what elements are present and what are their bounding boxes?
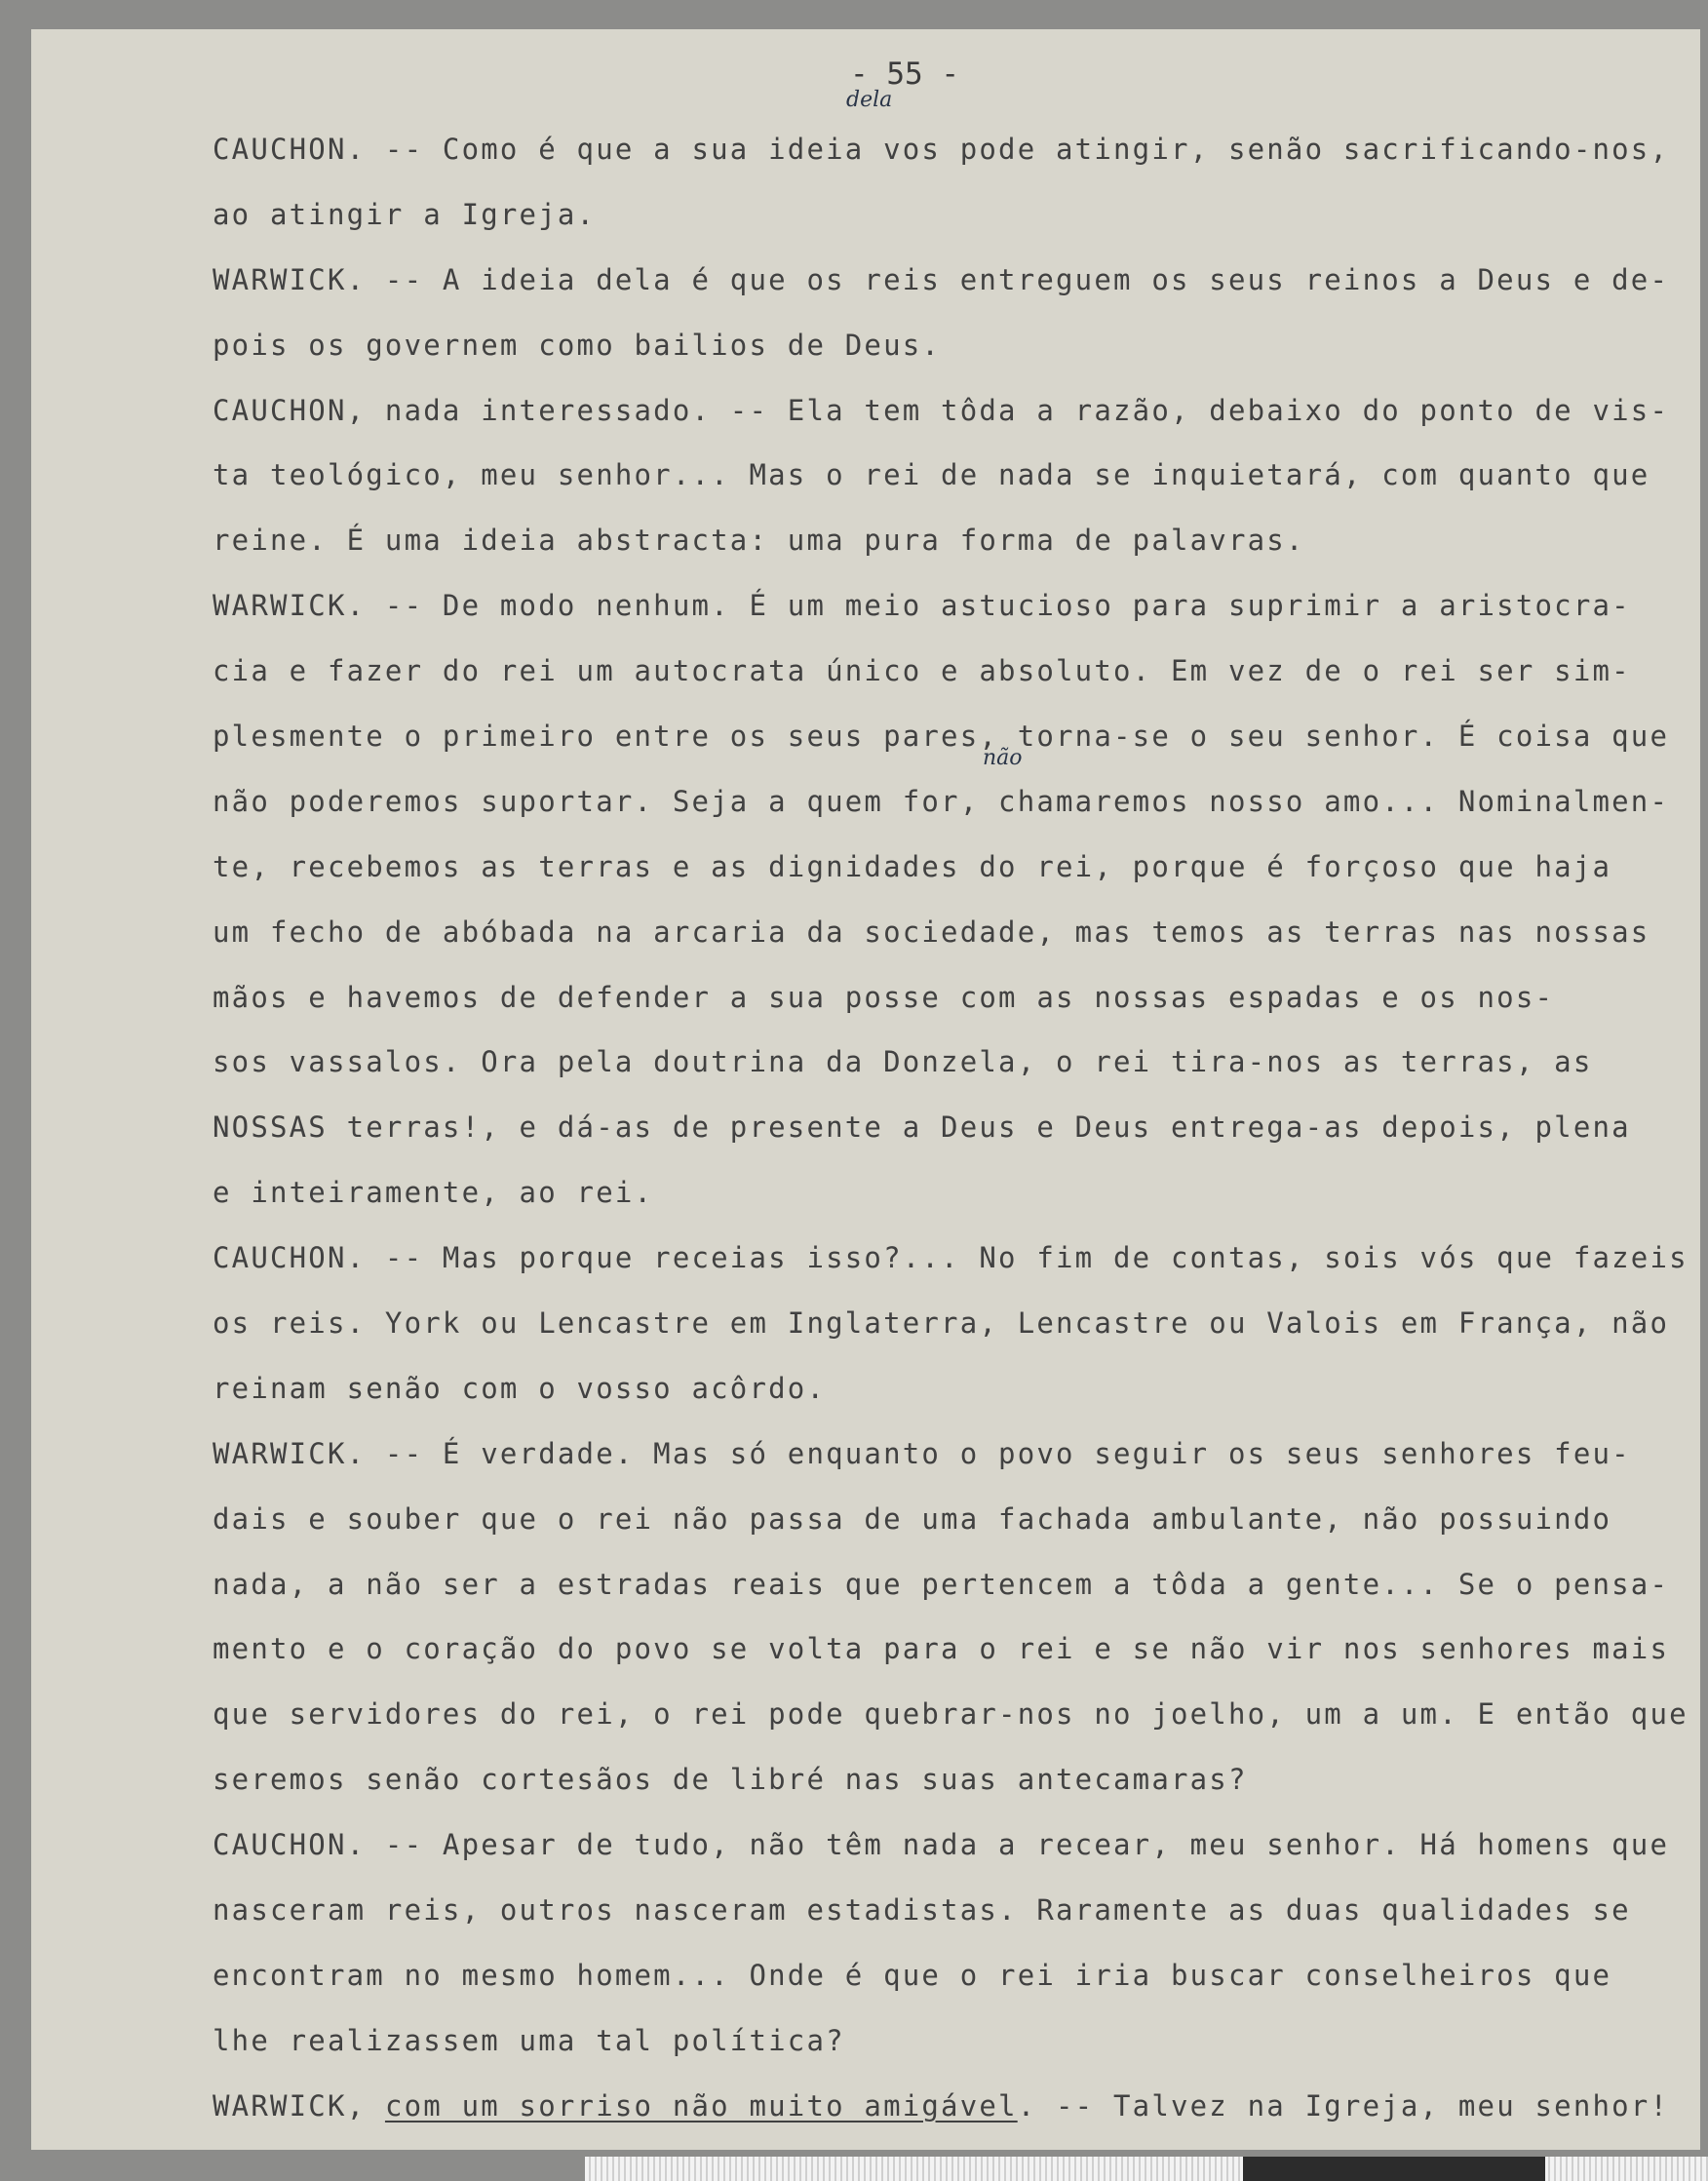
handwritten-note-nao: não <box>983 746 1023 770</box>
text-line-16: NOSSAS terras!, e dá-as de presente a Deus e Deus entrega-as depois, plena <box>213 1110 1631 1145</box>
text-line-9: cia e fazer do rei um autocrata único e absoluto. Em vez de o rei ser sim- <box>213 654 1631 688</box>
typescript-body <box>213 117 1694 2139</box>
text-line-24: mento e o coração do povo se volta para o rei e se não vir nos senhores mais <box>213 1632 1670 1666</box>
text-line-28: nasceram reis, outros nasceram estadistas. Raramente as duas qualidades se <box>213 1893 1631 1928</box>
text-line-22: dais e souber que o rei não passa de uma fachada ambulante, não possuindo <box>213 1501 1612 1536</box>
text-line-25: que servidores do rei, o rei pode quebrar-nos no joelho, um a um. E então que <box>213 1697 1689 1732</box>
text-line-21: WARWICK. -- É verdade. Mas só enquanto o povo seguir os seus senhores feu- <box>213 1436 1631 1470</box>
text-line-13: um fecho de abóbada na arcaria da sociedade, mas temos as terras nas nossas <box>213 915 1650 949</box>
text-line-30: lhe realizassem uma tal política? <box>213 2023 845 2057</box>
text-line-5: CAUCHON, nada interessado. -- Ela tem tôda a razão, debaixo do ponto de vis- <box>213 393 1670 427</box>
text-line-29: encontram no mesmo homem... Onde é que o rei iria buscar conselheiros que <box>213 1958 1612 1992</box>
dialogue-text: . -- Talvez na Igreja, meu senhor! <box>1017 2088 1670 2123</box>
speaker-name: WARWICK, <box>213 2088 385 2123</box>
text-line-11: não poderemos suportar. Seja a quem for, chamaremos nosso amo... Nominalmen- <box>213 784 1670 818</box>
typescript-page <box>31 29 1700 2150</box>
text-line-8: WARWICK. -- De modo nenhum. É um meio astucioso para suprimir a aristocra- <box>213 589 1631 623</box>
text-line-31 <box>213 2074 1694 2139</box>
text-line-6: ta teológico, meu senhor... Mas o rei de nada se inquietará, com quanto que <box>213 458 1650 492</box>
text-line-14: mãos e havemos de defender a sua posse com as nossas espadas e os nos- <box>213 980 1555 1014</box>
text-line-17: e inteiramente, ao rei. <box>213 1176 654 1210</box>
text-line-19: os reis. York ou Lencastre em Inglaterra, Lencastre ou Valois em França, não <box>213 1306 1670 1341</box>
text-line-4: pois os governem como bailios de Deus. <box>213 328 942 362</box>
text-line-20: reinam senão com o vosso acôrdo. <box>213 1371 827 1405</box>
text-line-26: seremos senão cortesãos de libré nas suas antecamaras? <box>213 1763 1248 1797</box>
text-line-15: sos vassalos. Ora pela doutrina da Donzela, o rei tira-nos as terras, as <box>213 1045 1593 1079</box>
handwritten-note-dela: dela <box>846 88 893 112</box>
text-line-12: te, recebemos as terras e as dignidades do rei, porque é forçoso que haja <box>213 849 1612 883</box>
scan-ruler-dark-segment <box>1243 2157 1545 2181</box>
text-line-2: ao atingir a Igreja. <box>213 197 597 231</box>
text-line-23: nada, a não ser a estradas reais que pertencem a tôda a gente... Se o pensa- <box>213 1567 1670 1601</box>
text-line-1: CAUCHON. -- Como é que a sua ideia vos pode atingir, senão sacrificando-nos, <box>213 133 1670 166</box>
text-line-3: WARWICK. -- A ideia dela é que os reis entreguem os seus reinos a Deus e de- <box>213 262 1670 296</box>
text-line-7: reine. É uma ideia abstracta: uma pura forma de palavras. <box>213 524 1305 558</box>
page-number: - 55 - <box>850 57 959 92</box>
stage-direction: com um sorriso não muito amigável <box>384 2088 1018 2123</box>
text-line-27: CAUCHON. -- Apesar de tudo, não têm nada a recear, meu senhor. Há homens que <box>213 1828 1670 1862</box>
text-line-10: plesmente o primeiro entre os seus pares, torna-se o seu senhor. É coisa que <box>213 720 1670 754</box>
text-line-18: CAUCHON. -- Mas porque receias isso?... No fim de contas, sois vós que fazeis <box>213 1241 1689 1275</box>
